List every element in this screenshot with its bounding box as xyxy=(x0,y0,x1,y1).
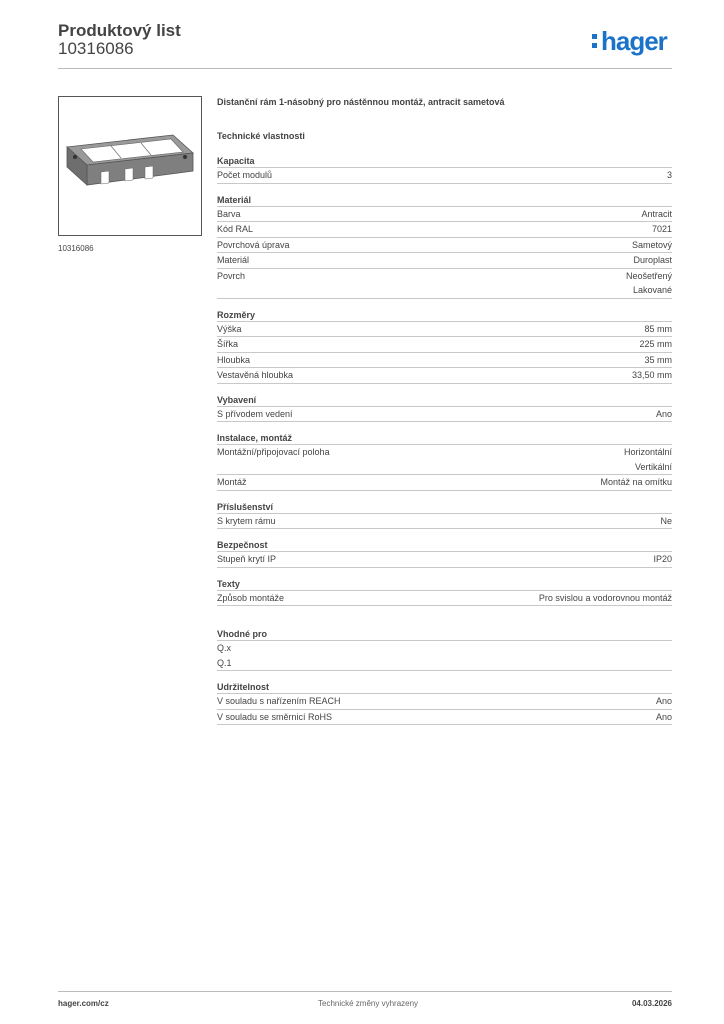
tech-heading: Technické vlastnosti xyxy=(217,131,305,141)
section-title: Kapacita xyxy=(217,152,672,168)
section-spacer xyxy=(217,422,672,429)
spec-label: S přívodem vedení xyxy=(217,408,293,419)
spec-value: 3 xyxy=(666,170,672,180)
spec-section xyxy=(217,306,672,384)
spec-label: Montáž xyxy=(217,477,247,487)
spec-label: Počet modulů xyxy=(217,170,273,180)
spec-value: Ne xyxy=(660,515,672,526)
spec-label: Hloubka xyxy=(217,354,251,365)
spec-row xyxy=(217,591,672,607)
spec-row xyxy=(217,641,672,671)
spec-section xyxy=(217,498,672,530)
spec-value: Antracit xyxy=(641,208,672,219)
section-spacer xyxy=(217,184,672,191)
logo-dots-icon xyxy=(592,34,598,52)
spec-row xyxy=(217,238,672,254)
spec-label: Materiál xyxy=(217,255,250,265)
spec-label: Výška xyxy=(217,323,242,334)
section-spacer xyxy=(217,529,672,536)
frame-illustration-icon xyxy=(59,97,201,235)
spec-row xyxy=(217,475,672,491)
spec-row xyxy=(217,514,672,530)
image-caption: 10316086 xyxy=(58,244,94,253)
spec-label: Kód RAL xyxy=(217,224,254,234)
spec-row xyxy=(217,710,672,726)
spec-value: Sametový xyxy=(631,239,672,250)
section-spacer xyxy=(217,384,672,391)
section-title: Texty xyxy=(217,575,672,591)
footer-divider xyxy=(58,991,672,992)
section-title: Vhodné pro xyxy=(217,625,672,641)
spec-row xyxy=(217,168,672,184)
spec-value: 85 mm xyxy=(644,323,672,334)
spec-label: Q.x Q.1 xyxy=(217,643,232,668)
spec-section xyxy=(217,391,672,423)
spec-value: Duroplast xyxy=(633,255,672,265)
footer-date: 04.03.2026 xyxy=(631,999,672,1008)
spec-label: Stupeň krytí IP xyxy=(217,554,277,564)
page-title: Produktový list xyxy=(58,21,181,40)
spec-section xyxy=(217,429,672,491)
spec-section xyxy=(217,678,672,725)
spec-value: 33,50 mm xyxy=(631,370,672,380)
spec-value: 225 mm xyxy=(639,339,672,349)
spec-row xyxy=(217,253,672,269)
spec-section xyxy=(217,152,672,184)
spec-value: 35 mm xyxy=(644,354,672,365)
spec-section xyxy=(217,575,672,607)
spec-row xyxy=(217,694,672,710)
spec-value: Neošetřený Lakované xyxy=(625,270,672,295)
spec-value: Ano xyxy=(655,408,672,419)
spec-value: Montáž na omítku xyxy=(600,477,672,487)
spec-value: Horizontální Vertikální xyxy=(623,447,672,472)
spec-label: V souladu s nařízením REACH xyxy=(217,696,341,706)
spec-label: Barva xyxy=(217,208,241,219)
section-spacer xyxy=(217,299,672,306)
spec-row xyxy=(217,407,672,423)
spec-section xyxy=(217,191,672,299)
spec-section xyxy=(217,536,672,568)
header-divider xyxy=(58,68,672,69)
section-spacer xyxy=(217,491,672,498)
spec-label: Způsob montáže xyxy=(217,592,285,603)
spec-sections xyxy=(217,152,672,725)
footer-website[interactable]: hager.com/cz xyxy=(58,999,109,1008)
spec-section xyxy=(217,625,672,671)
spec-row xyxy=(217,368,672,384)
spec-row xyxy=(217,552,672,568)
spec-value: 7021 xyxy=(651,224,672,234)
section-spacer xyxy=(217,568,672,575)
spec-value: Ano xyxy=(655,711,672,722)
product-number: 10316086 xyxy=(58,39,134,58)
footer-notice: Technické změny vyhrazeny xyxy=(318,999,419,1008)
spec-row xyxy=(217,207,672,223)
spec-row xyxy=(217,222,672,238)
section-title: Rozměry xyxy=(217,306,672,322)
section-title: Instalace, montáž xyxy=(217,429,672,445)
spec-label: S krytem rámu xyxy=(217,515,276,526)
product-description: Distanční rám 1-násobný pro nástěnnou montáž, antracit sametová xyxy=(217,97,505,107)
section-title: Bezpečnost xyxy=(217,536,672,552)
spec-label: Montážní/připojovací poloha xyxy=(217,447,330,457)
section-spacer xyxy=(217,606,672,625)
spec-row xyxy=(217,337,672,353)
spec-label: V souladu se směrnicí RoHS xyxy=(217,711,333,722)
section-title: Vybavení xyxy=(217,391,672,407)
spec-row xyxy=(217,322,672,338)
spec-row xyxy=(217,445,672,475)
spec-value: Ano xyxy=(655,696,672,706)
section-title: Udržitelnost xyxy=(217,678,672,694)
product-image xyxy=(58,96,202,236)
spec-value: IP20 xyxy=(653,554,672,564)
spec-label: Šířka xyxy=(217,339,239,349)
spec-label: Povrchová úprava xyxy=(217,239,290,250)
section-title: Materiál xyxy=(217,191,672,207)
spec-row xyxy=(217,269,672,299)
section-spacer xyxy=(217,671,672,678)
logo-text: hager xyxy=(601,26,667,56)
product-specs xyxy=(217,96,672,725)
spec-value: Pro svislou a vodorovnou montáž xyxy=(538,592,672,603)
spec-row xyxy=(217,353,672,369)
spec-label: Povrch xyxy=(217,270,246,281)
spec-label: Vestavěná hloubka xyxy=(217,370,294,380)
section-title: Příslušenství xyxy=(217,498,672,514)
